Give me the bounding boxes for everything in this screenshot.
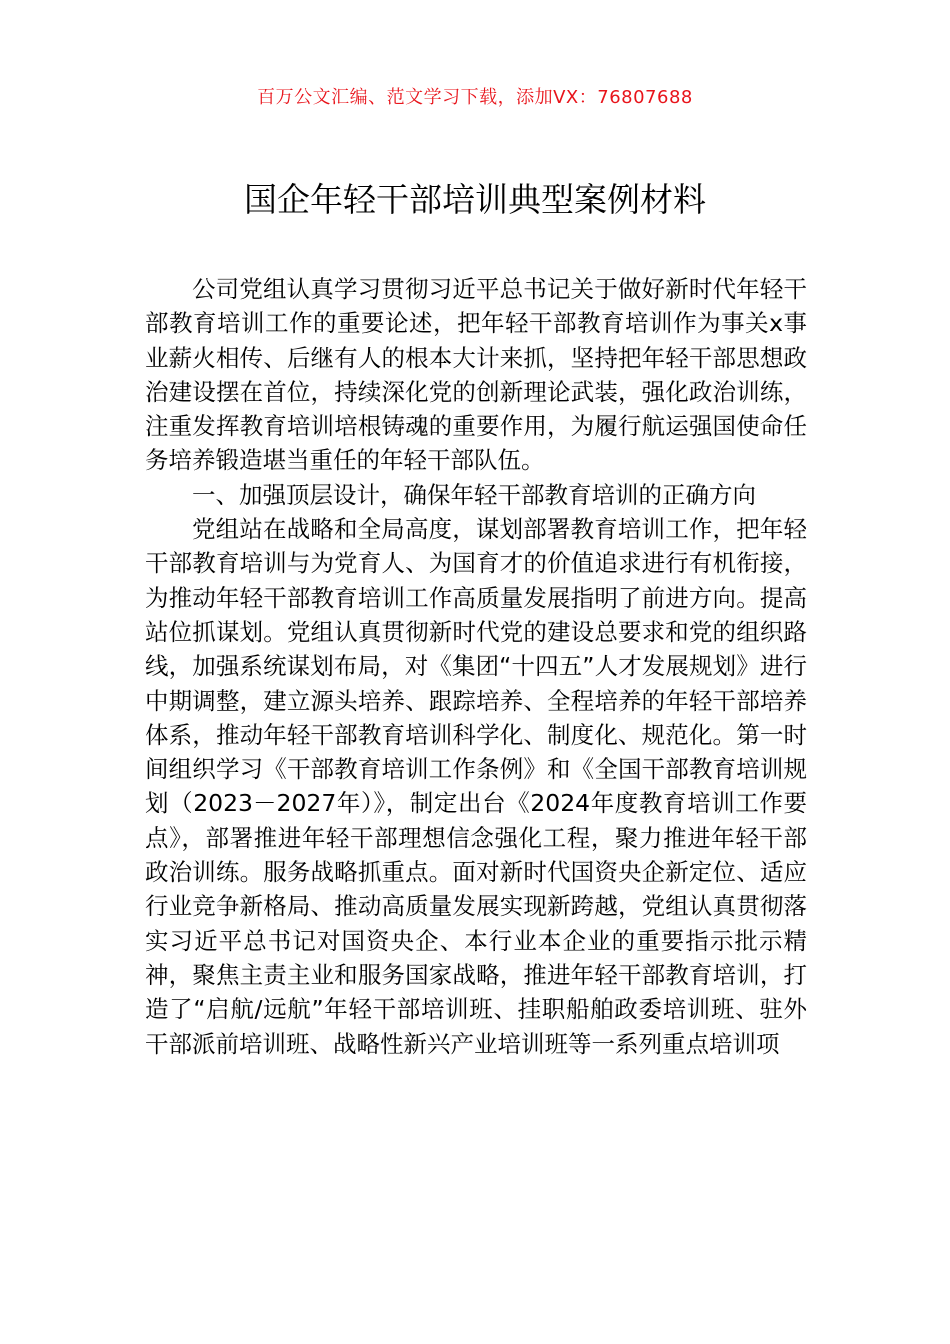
section-heading-1: 一、加强顶层设计，确保年轻干部教育培训的正确方向 bbox=[192, 480, 756, 509]
paragraph-section-1: 党组站在战略和全局高度，谋划部署教育培训工作，把年轻干部教育培训与为党育人、为国育才的价值追求进行有机衔接，为推动年轻干部教育培训工作高质量发展指明了前进方向。提高站位抓谋划。党组认真贯彻新时代党的建设总要求和党的组织路线，加强系统谋划布局，对《集团“十四五”人才发展规划》进行中期调整，建立源头培养、跟踪培养、全程培养的年轻干部培养体系，推动年轻干部教育培训科学化、制度化、规范化。第一时间组织学习《干部教育培训工作条例》和《全国干部教育培训规划（2023－2027年）》，制定出台《2024年度教育培训工作要点》，部署推进年轻干部理想信念强化工程，聚力推进年轻干部政治训练。服务战略抓重点。面对新时代国资央企新定位、适应行业竞争新格局、推动高质量发展实现新跨越，党组认真贯彻落实习近平总书记对国资央企、本行业本企业的重要指示批示精神，聚焦主责主业和服务国家战略，推进年轻干部教育培训，打造了“启航/远航”年轻干部培训班、挂职船舶政委培训班、驻外干部派前培训班、战略性新兴产业培训班等一系列重点培训项 bbox=[145, 515, 807, 1058]
document-title: 国企年轻干部培训典型案例材料 bbox=[244, 180, 706, 219]
header-note: 百万公文汇编、范文学习下载，添加VX：76807688 bbox=[257, 87, 693, 108]
document-body bbox=[145, 272, 807, 1061]
paragraph-intro: 公司党组认真学习贯彻习近平总书记关于做好新时代年轻干部教育培训工作的重要论述，把年轻干部教育培训作为事关x事业薪火相传、后继有人的根本大计来抓，坚持把年轻干部思想政治建设摆在首位，持续深化党的创新理论武装，强化政治训练，注重发挥教育培训培根铸魂的重要作用，为履行航运强国使命任务培养锻造堪当重任的年轻干部队伍。 bbox=[145, 275, 807, 475]
